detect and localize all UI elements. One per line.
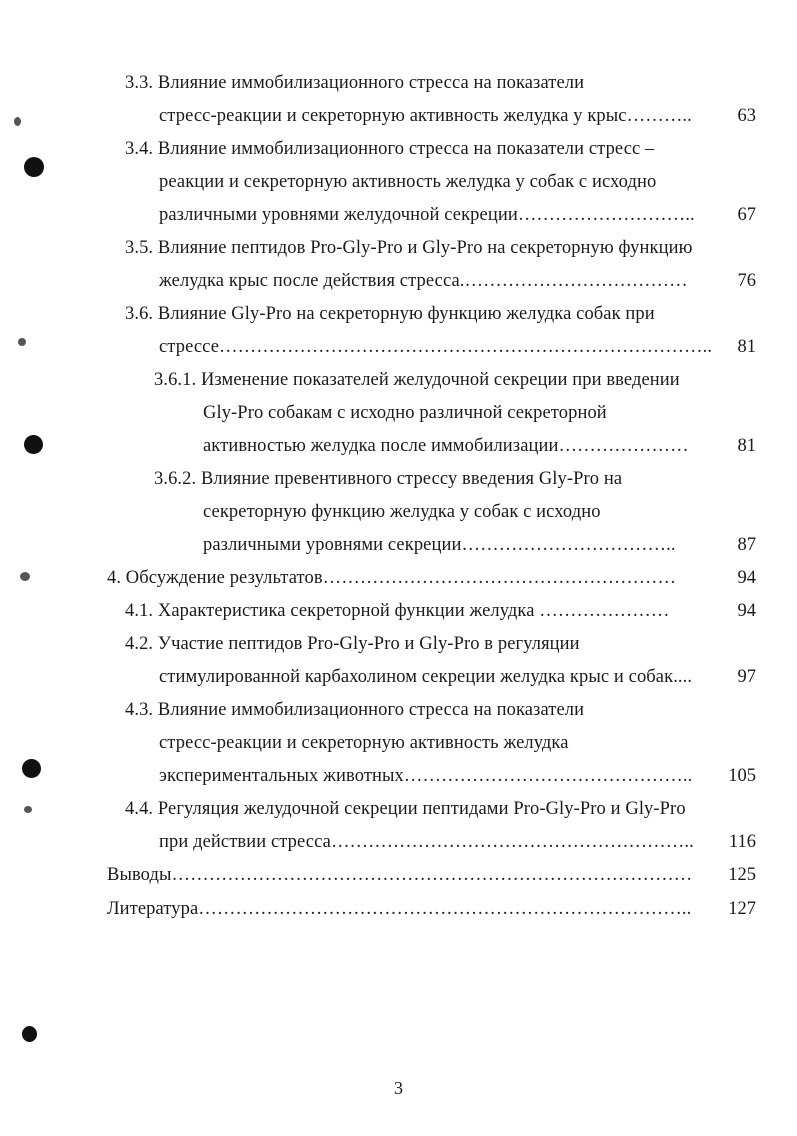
toc-entry-3-4-line2: реакции и секреторную активность желудка у собак с исходно xyxy=(159,172,657,192)
toc-page-number: 81 xyxy=(737,436,756,456)
scan-speck xyxy=(18,338,26,346)
toc-entry-3-6-1-line2: Gly-Pro собакам с исходно различной секреторной xyxy=(203,403,607,423)
toc-entry-3-6-1-line1: 3.6.1. Изменение показателей желудочной секреции при введении xyxy=(154,370,680,390)
toc-page-number: 67 xyxy=(737,205,756,225)
toc-entry-conclusions: Выводы………………………………………………………………………… xyxy=(107,865,693,885)
toc-entry-4-4-line2: при действии стресса………………………………………………….. xyxy=(159,832,694,852)
scan-speck xyxy=(20,572,30,581)
toc-entry-4-3-line1: 4.3. Влияние иммобилизационного стресса на показатели xyxy=(125,700,585,720)
toc-page-number: 127 xyxy=(728,899,756,919)
toc-entry-4-4-line1: 4.4. Регуляция желудочной секреции пептидами Pro-Gly-Pro и Gly-Pro xyxy=(125,799,686,819)
punch-hole xyxy=(22,1026,37,1042)
toc-page-number: 63 xyxy=(737,106,756,126)
toc-entry-references: Литература…………………………………………………………………….. xyxy=(107,899,692,919)
punch-hole xyxy=(24,435,43,454)
scan-speck xyxy=(24,806,32,813)
toc-entry-4-2-line1: 4.2. Участие пептидов Pro-Gly-Pro и Gly-Pro в регуляции xyxy=(125,634,580,654)
toc-page-number: 116 xyxy=(728,832,756,852)
toc-page-number: 105 xyxy=(728,766,756,786)
punch-hole xyxy=(24,157,44,177)
toc-entry-3-6-line2: стрессе…………………………………………………………………….. xyxy=(159,337,713,357)
toc-entry-3-3-line2: стресс-реакции и секреторную активность желудка у крыс……….. xyxy=(159,106,692,126)
toc-entry-4-3-line3: экспериментальных животных……………………………………….. xyxy=(159,766,693,786)
toc-entry-4: 4. Обсуждение результатов………………………………………………… xyxy=(107,568,677,588)
toc-entry-4-1: 4.1. Характеристика секреторной функции желудка ………………… xyxy=(125,601,670,621)
page-number: 3 xyxy=(394,1078,403,1098)
toc-page-number: 97 xyxy=(737,667,756,687)
toc-entry-4-2-line2: стимулированной карбахолином секреции желудка крыс и собак.... xyxy=(159,667,693,687)
toc-page-number: 81 xyxy=(737,337,756,357)
toc-entry-3-3-line1: 3.3. Влияние иммобилизационного стресса на показатели xyxy=(125,73,585,93)
toc-page-number: 94 xyxy=(737,601,756,621)
toc-entry-3-6-line1: 3.6. Влияние Gly-Pro на секреторную функцию желудка собак при xyxy=(125,304,655,324)
toc-entry-3-6-2-line1: 3.6.2. Влияние превентивного стрессу введения Gly-Pro на xyxy=(154,469,623,489)
toc-entry-3-4-line3: различными уровнями желудочной секреции……………………….. xyxy=(159,205,695,225)
toc-entry-3-4-line1: 3.4. Влияние иммобилизационного стресса на показатели стресс – xyxy=(125,139,655,159)
toc-entry-4-3-line2: стресс-реакции и секреторную активность желудка xyxy=(159,733,569,753)
scan-speck xyxy=(14,117,21,126)
toc-page-number: 94 xyxy=(737,568,756,588)
toc-entry-3-5-line1: 3.5. Влияние пептидов Pro-Gly-Pro и Gly-Pro на секреторную функцию xyxy=(125,238,693,258)
toc-page-number: 76 xyxy=(737,271,756,291)
toc-entry-3-6-2-line2: секреторную функцию желудка у собак с исходно xyxy=(203,502,601,522)
toc-entry-3-6-2-line3: различными уровнями секреции…………………………….. xyxy=(203,535,676,555)
toc-page-number: 87 xyxy=(737,535,756,555)
toc-entry-3-5-line2: желудка крыс после действия стресса.……………………………… xyxy=(159,271,688,291)
toc-entry-3-6-1-line3: активностью желудка после иммобилизации………………… xyxy=(203,436,689,456)
punch-hole xyxy=(22,759,41,778)
toc-page-number: 125 xyxy=(728,865,756,885)
